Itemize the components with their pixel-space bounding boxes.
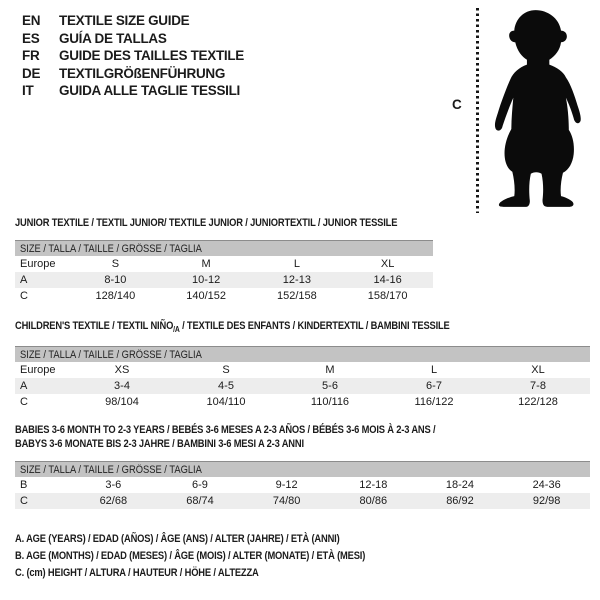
legend-line-c: C. (cm) HEIGHT / ALTURA / HAUTEUR / HÖHE / ALTEZZA xyxy=(15,567,259,579)
lang-title: TEXTILE SIZE GUIDE xyxy=(59,13,190,29)
size-value: 128/140 xyxy=(95,290,136,302)
size-value: 10-12 xyxy=(192,274,221,286)
size-value: L xyxy=(293,258,300,270)
row-label: C xyxy=(20,495,28,507)
size-value: 98/104 xyxy=(105,396,139,409)
table-row xyxy=(15,462,590,478)
size-value: 140/152 xyxy=(186,290,226,302)
size-value: 6-9 xyxy=(192,479,208,491)
size-value: 14-16 xyxy=(373,274,402,286)
table-row xyxy=(15,394,590,410)
size-value: 152/158 xyxy=(276,290,317,302)
junior-size-table xyxy=(15,240,433,304)
size-value: XL xyxy=(531,364,545,377)
row-label: C xyxy=(20,396,28,409)
size-value: 4-5 xyxy=(218,380,234,393)
lang-code: DE xyxy=(22,65,41,81)
table-row xyxy=(15,272,433,288)
title-subscript: /A xyxy=(173,325,180,335)
size-value: S xyxy=(222,364,230,377)
size-value: 92/98 xyxy=(532,495,561,507)
children-textile-section xyxy=(15,320,590,410)
size-header-band: SIZE / TALLA / TAILLE / GRÖSSE / TAGLIA xyxy=(15,347,590,363)
lang-code: ES xyxy=(22,30,40,46)
size-value: 104/110 xyxy=(206,396,246,409)
size-value: 62/68 xyxy=(99,495,128,507)
table-row xyxy=(15,256,433,272)
lang-title: TEXTILGRÖßENFÜHRUNG xyxy=(59,65,226,81)
babies-textile-section xyxy=(15,424,590,509)
size-value: S xyxy=(111,258,120,270)
size-value: M xyxy=(201,258,211,270)
row-label: Europe xyxy=(20,364,56,377)
size-value: 12-18 xyxy=(359,479,388,491)
row-label: B xyxy=(20,479,28,491)
lang-code: FR xyxy=(22,48,40,64)
size-header-band: SIZE / TALLA / TAILLE / GRÖSSE / TAGLIA xyxy=(15,241,433,257)
size-value: XS xyxy=(114,364,130,377)
babies-table-title-line2: BABYS 3-6 MONATE BIS 2-3 JAHRE / BAMBINI 3-6 MESI A 2-3 ANNI xyxy=(15,438,304,450)
height-figure xyxy=(0,0,600,220)
size-value: 74/80 xyxy=(272,495,301,507)
table-row xyxy=(15,288,433,304)
size-value: L xyxy=(430,364,438,377)
baby-silhouette-icon xyxy=(487,8,599,208)
babies-size-table xyxy=(15,461,590,509)
legend xyxy=(15,531,427,582)
junior-table-title: JUNIOR TEXTILE / TEXTIL JUNIOR/ TEXTILE JUNIOR / JUNIORTEXTIL / JUNIOR TESSILE xyxy=(15,217,398,229)
size-value: 8-10 xyxy=(104,274,127,286)
size-value: 6-7 xyxy=(426,380,442,393)
lang-code: IT xyxy=(22,83,34,99)
legend-line-a: A. AGE (YEARS) / EDAD (AÑOS) / ÂGE (ANS) / ALTER (JAHRE) / ETÀ (ANNI) xyxy=(15,533,340,545)
lang-title: GUIDE DES TAILLES TEXTILE xyxy=(59,48,245,64)
size-value: 122/128 xyxy=(518,396,558,409)
row-label: A xyxy=(20,274,28,286)
lang-title: GUÍA DE TALLAS xyxy=(59,30,167,46)
lang-code: EN xyxy=(22,13,41,29)
size-value: XL xyxy=(380,258,395,270)
row-label: A xyxy=(20,380,28,393)
size-value: 9-12 xyxy=(275,479,298,491)
size-value: 110/116 xyxy=(310,396,350,409)
size-header-band: SIZE / TALLA / TAILLE / GRÖSSE / TAGLIA xyxy=(15,462,590,478)
size-value: 86/92 xyxy=(446,495,474,507)
row-label: Europe xyxy=(20,258,56,270)
height-measure-label: C xyxy=(452,97,462,112)
babies-table-title-line1: BABIES 3-6 MONTH TO 2-3 YEARS / BEBÉS 3-6 MESES A 2-3 AÑOS / BÉBÉS 3-6 MOIS À 2-3 ANS / xyxy=(15,424,436,436)
table-row xyxy=(15,362,590,378)
size-value: M xyxy=(325,364,335,377)
junior-textile-section xyxy=(15,217,465,304)
size-value: 12-13 xyxy=(282,274,311,286)
table-row xyxy=(15,477,590,493)
size-value: 18-24 xyxy=(445,479,475,491)
row-label: C xyxy=(20,290,28,302)
size-value: 3-6 xyxy=(105,479,122,491)
children-table-title: CHILDREN'S TEXTILE / TEXTIL $NIÑO_{/A}$ / TEXTILE DES ENFANTS / KINDERTEXTIL / BAMBINI TESSILE xyxy=(15,320,450,335)
size-value: 24-36 xyxy=(532,479,561,491)
children-size-table xyxy=(15,346,590,410)
size-value: 7-8 xyxy=(530,380,546,393)
table-row xyxy=(15,378,590,394)
size-value: 5-6 xyxy=(322,380,338,393)
size-value: 3-4 xyxy=(114,380,130,393)
height-measure-line xyxy=(476,8,479,213)
size-value: 158/170 xyxy=(367,290,408,302)
table-row xyxy=(15,241,433,257)
lang-title: GUIDA ALLE TAGLIE TESSILI xyxy=(59,83,240,99)
legend-line-b: B. AGE (MONTHS) / EDAD (MESES) / ÂGE (MOIS) / ALTER (MONATE) / ETÀ (MESI) xyxy=(15,550,366,562)
table-row xyxy=(15,347,590,363)
size-value: 80/86 xyxy=(359,495,388,507)
table-row xyxy=(15,493,590,509)
size-value: 68/74 xyxy=(186,495,214,507)
size-value: 116/122 xyxy=(414,396,454,409)
